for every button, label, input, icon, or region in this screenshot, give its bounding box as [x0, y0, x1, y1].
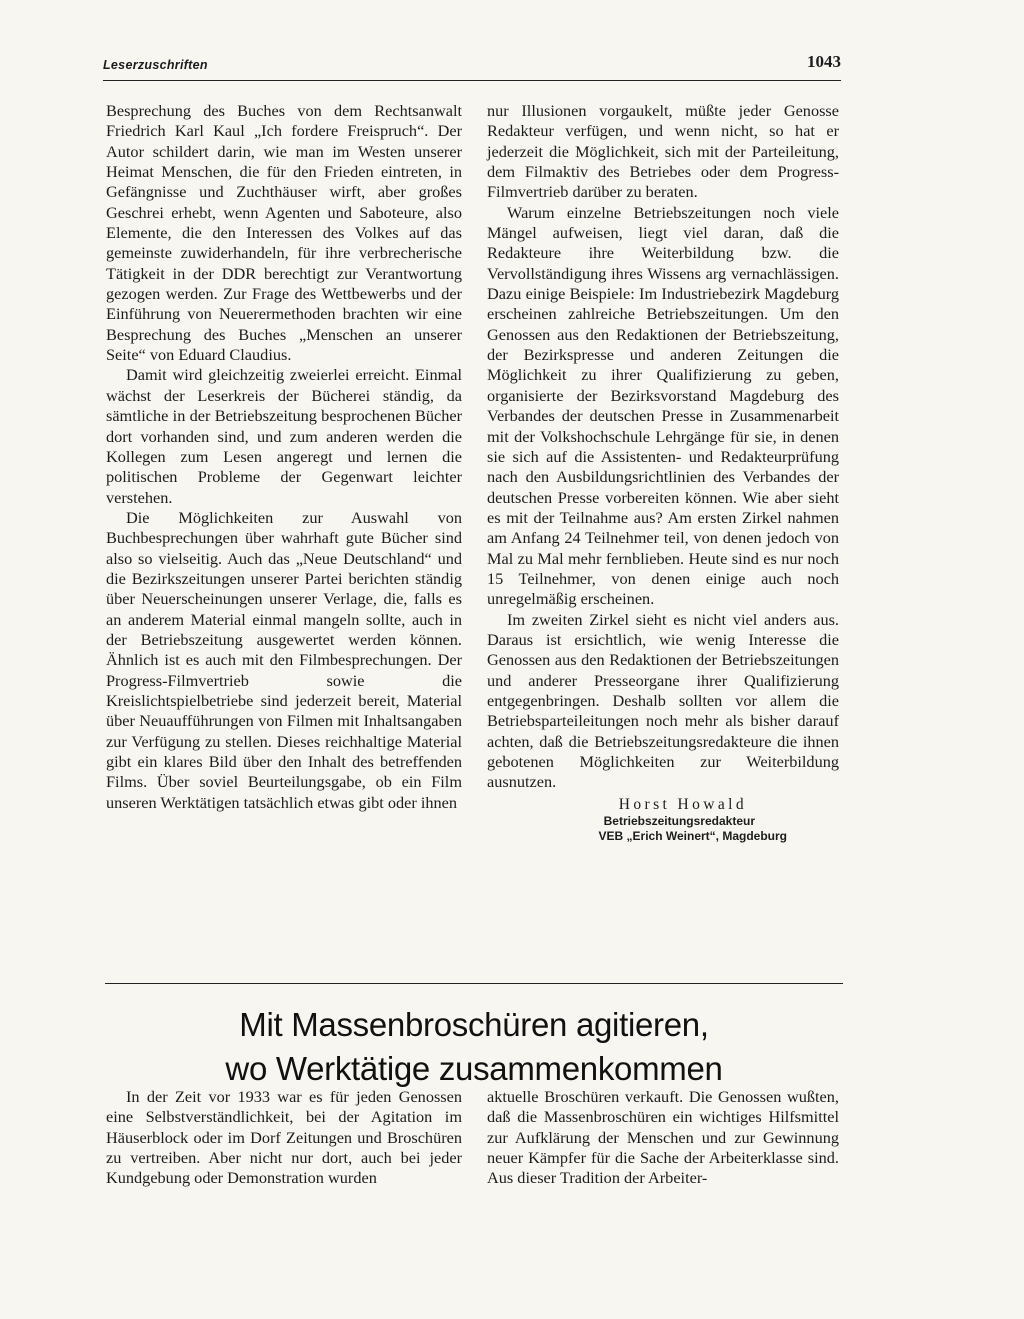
author-name: Horst Howald [618, 795, 747, 813]
article-right-column [487, 1087, 839, 1189]
page-number: 1043 [807, 52, 841, 71]
article-title [105, 1003, 843, 1091]
article-paragraph: aktuelle Broschüren verkauft. Die Genossen wußten, daß die Massenbroschüren ein wichtiges Hilfsmittel zur Aufklärung der Menschen und zur Gewinnung neuer Kämpfer für die Sache der Arbeiterklasse sind. Aus dieser Tradition der Arbeiter- [487, 1087, 839, 1188]
section-divider [105, 983, 843, 984]
letter-paragraph: Die Möglichkeiten zur Auswahl von Buchbesprechungen über wahrhaft gute Bücher sind also so vielseitig. Auch das „Neue Deutschland“ und die Bezirkszeitungen unserer Partei berichten ständig über Neuerscheinungen unserer Verlage, die, falls es an anderem Material einmal mangeln sollte, auch in der Betriebszeitung ausgewertet werden können. Ähnlich ist es auch mit den Filmbesprechungen. Der Progress-Filmvertrieb sowie die Kreislichtspielbetriebe sind jederzeit bereit, Material über Neuaufführungen von Filmen mit Inhaltsangaben zur Verfügung zu stellen. Dieses reichhaltige Material gibt ein klares Bild über den Inhalt des betreffenden Films. Über soviel Beurteilungsgabe, ob ein Film unseren Werktätigen tatsächlich etwas gibt oder ihnen [106, 507, 462, 812]
author-organization: VEB „Erich Weinert“, Magdeburg [598, 828, 787, 843]
letter-paragraph: Im zweiten Zirkel sieht es nicht viel anders aus. Daraus ist ersichtlich, wie wenig Interesse die Genossen aus den Redaktionen der Betriebszeitungen und anderer Presseorgane ihrer Qualifizierung entgegenbringen. Deshalb sollten vor allem die Betriebsparteileitungen noch mehr als bisher darauf achten, daß die Betriebszeitungsredakteure die ihnen gebotenen Möglichkeiten zur Weiterbildung ausnutzen. [487, 609, 839, 792]
section-label: Leserzuschriften [103, 58, 208, 72]
author-role: Betriebszeitungsredakteur [603, 813, 755, 828]
running-head [103, 52, 841, 81]
letter-paragraph: Warum einzelne Betriebszeitungen noch viele Mängel aufweisen, liegt viel daran, daß die Redakteure ihre Weiterbildung bzw. die Vervollständigung ihres Wissens arg vernachlässigen. Dazu einige Beispiele: Im Industriebezirk Magdeburg erscheinen zahlreiche Betriebszeitungen. Um den Genossen aus den Redaktionen der Betriebszeitung, der Bezirkspresse und anderen Zeitungen die Möglichkeit zu ihrer Qualifizierung zu geben, organisierte der Bezirksvorstand Magdeburg des Verbandes der deutschen Presse in Zusammenarbeit mit der Volkshochschule Lehrgänge für sie, in denen sie sich auf die Assistenten- und Redakteurprüfung nach den Ausbildungsrichtlinien des Verbandes der deutschen Presse vorbereiten können. Wie aber sieht es mit der Teilnahme aus? Am ersten Zirkel nahmen am Anfang 24 Teilnehmer teil, von denen jedoch von Mal zu Mal mehr fernblieben. Heute sind es nur noch 15 Teilnehmer, von denen einige auch noch unregelmäßig erscheinen. [487, 202, 839, 609]
letter-paragraph: Damit wird gleichzeitig zweierlei erreicht. Einmal wächst der Leserkreis der Bücherei ständig, da sämtliche in der Betriebszeitung besprochenen Bücher dort vorhanden sind, und zum anderen werden die Kollegen zum Lesen angeregt und lernen die politischen Probleme der Gegenwart leichter verstehen. [106, 365, 462, 507]
signature-block [487, 795, 839, 844]
letter-left-column [106, 101, 462, 813]
article-left-column [106, 1087, 462, 1189]
letter-paragraph: Besprechung des Buches von dem Rechtsanwalt Friedrich Karl Kaul „Ich fordere Freispruch“. Der Autor schildert darin, wie man im Westen unserer Heimat Menschen, die für den Frieden eintreten, in Gefängnisse und Zuchthäuser wirft, aber großes Geschrei erhebt, wenn Agenten und Saboteure, also Elemente, die den Interessen des Volkes auf das gemeinste zuwiderhandeln, für ihre verbrecherische Tätigkeit in der DDR berechtigt zur Verantwortung gezogen werden. Zur Frage des Wettbewerbs und der Einführung von Neuerermethoden brachten wir eine Besprechung des Buches „Menschen an unserer Seite“ von Eduard Claudius. [106, 101, 462, 365]
letter-right-column [487, 101, 839, 844]
letter-paragraph: nur Illusionen vorgaukelt, müßte jeder Genosse Redakteur verfügen, und wenn nicht, so hat er jederzeit die Möglichkeit, sich mit der Parteileitung, dem Filmaktiv des Betriebes oder dem Progress-Filmvertrieb darüber zu beraten. [487, 101, 839, 202]
article-title-line: wo Werktätige zusammenkommen [225, 1050, 723, 1087]
article-title-line: Mit Massenbroschüren agitieren, [239, 1006, 709, 1043]
article-paragraph: In der Zeit vor 1933 war es für jeden Genossen eine Selbstverständlichkeit, bei der Agitation im Häuserblock oder im Dorf Zeitungen und Broschüren zu vertreiben. Aber nicht nur dort, auch bei jeder Kundgebung oder Demonstration wurden [106, 1087, 462, 1188]
